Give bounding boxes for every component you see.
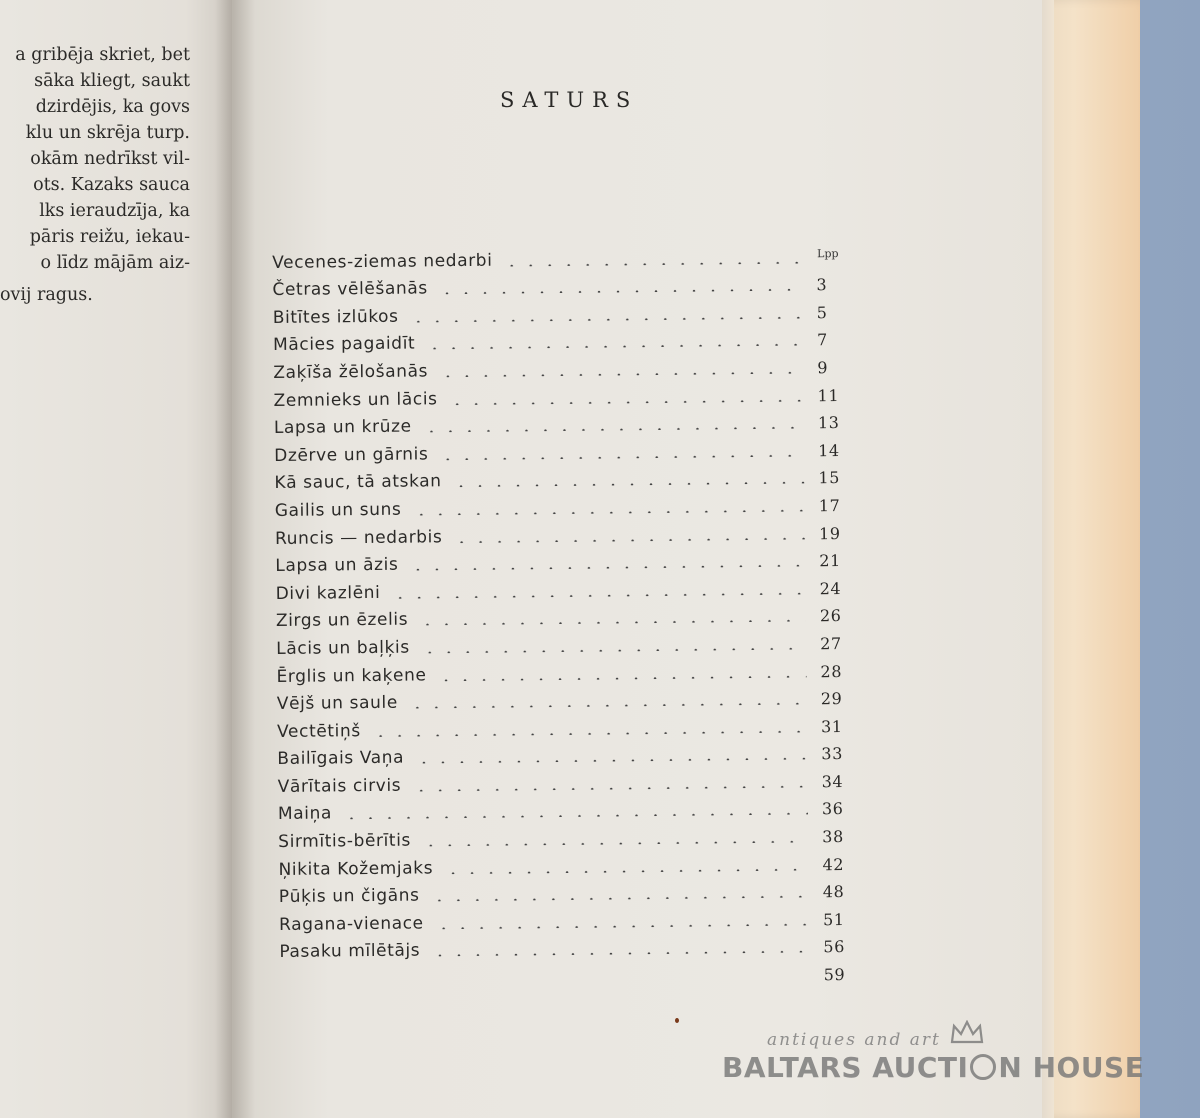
toc-leader-dots — [384, 592, 805, 598]
toc-entry-page: 24 — [819, 578, 842, 599]
table-of-contents — [272, 239, 860, 990]
toc-entry-title: Divi kazlēni — [275, 582, 381, 604]
toc-leader-dots — [405, 509, 804, 515]
toc-entry-title: Runcis — nedarbis — [274, 526, 443, 549]
toc-entry-page: 7 — [816, 330, 828, 350]
toc-entry-title: Zemnieks un lācis — [273, 388, 438, 411]
toc-leader-dots — [414, 647, 806, 653]
toc-leader-dots — [432, 371, 803, 377]
toc-entry-page: 19 — [818, 523, 841, 543]
watermark-brand-part2: N HOUSE — [998, 1051, 1145, 1084]
toc-entry-page: 56 — [823, 937, 846, 957]
toc-leader-dots — [432, 454, 804, 460]
toc-leader-dots — [405, 785, 807, 791]
body-text-line: a gribēja skriet, bet — [15, 45, 190, 65]
watermark-brand — [722, 1051, 1144, 1084]
left-page-text — [0, 42, 200, 308]
toc-leader-dots — [497, 261, 803, 266]
toc-entry-title: Lapsa un krūze — [273, 416, 412, 439]
body-text-line: lks ieraudzīja, ka — [39, 201, 190, 221]
toc-leader-dots — [412, 620, 806, 626]
toc-entry-page: 28 — [820, 661, 843, 681]
toc-entry-title: Vectētiņš — [276, 720, 361, 742]
toc-entry-title: Pasaku mīlētājs — [279, 940, 421, 963]
toc-entry-title: Ērglis un kaķene — [276, 664, 427, 687]
toc-leader-dots — [403, 316, 803, 322]
toc-leader-dots — [446, 537, 805, 543]
toc-entry-title: Dzērve un gārnis — [274, 444, 429, 466]
toc-entry-title: Vecenes-ziemas nedarbi — [272, 250, 493, 273]
toc-leader-dots — [437, 868, 808, 874]
toc-entry-page: 17 — [818, 496, 841, 516]
toc-leader-dots — [408, 758, 807, 764]
toc-entry-title: Vārītais cirvis — [277, 775, 402, 797]
toc-entry-title: Sirmītis-bērītis — [278, 830, 412, 853]
toc-leader-dots — [446, 482, 805, 488]
toc-leader-dots — [402, 703, 807, 709]
watermark-brand-part1: BALTARS AUCTI — [722, 1051, 969, 1084]
toc-entry-page: 38 — [822, 827, 844, 847]
watermark-o-icon — [970, 1054, 996, 1080]
body-text-line: o līdz mājām aiz- — [40, 253, 190, 273]
toc-leader-dots — [402, 565, 805, 571]
body-text-line: pāris reižu, iekau- — [29, 227, 190, 247]
body-text-line: sāka kliegt, saukt — [34, 71, 190, 91]
left-page — [0, 0, 232, 1118]
toc-entry-title: Bitītes izlūkos — [272, 306, 399, 328]
toc-entry-title: Ņikita Kožemjaks — [278, 858, 434, 880]
toc-entry-title: Četras vēlēšanās — [272, 278, 428, 301]
toc-entry-page: 48 — [822, 882, 845, 902]
toc-leader-dots — [432, 289, 803, 295]
body-text-line: dzirdējis, ka govs — [35, 97, 190, 117]
toc-leader-dots — [419, 344, 803, 350]
toc-entry-page: 29 — [820, 689, 843, 709]
toc-leader-dots — [415, 840, 808, 846]
toc-leader-dots — [416, 427, 804, 433]
toc-entry-title: Gailis un suns — [274, 499, 402, 521]
toc-entry-page: 42 — [822, 854, 845, 874]
toc-entry-title: Pūķis un čigāns — [278, 885, 420, 908]
toc-entry-title: Lācis un baļķis — [276, 637, 410, 659]
toc-entry-page: 14 — [818, 440, 840, 461]
toc-entry-title: Zaķīša žēlošanās — [273, 361, 429, 383]
page-edge — [1040, 0, 1054, 1118]
toc-entry-page: 11 — [817, 385, 840, 405]
toc-leader-dots — [428, 923, 809, 929]
body-text-line: ots. Kazaks sauca — [33, 175, 190, 195]
body-text-line: okām nedrīkst vil- — [30, 149, 190, 169]
book-gutter — [215, 0, 255, 1118]
paper-speck — [675, 1018, 679, 1023]
toc-entry-title: Maiņa — [277, 803, 333, 825]
toc-entry-page: 15 — [818, 468, 841, 488]
toc-leader-dots — [431, 675, 807, 681]
toc-entry-title: Vējš un saule — [276, 692, 398, 715]
toc-entry-page: 31 — [820, 716, 843, 736]
toc-entry-page: 5 — [816, 302, 828, 323]
toc-entry-title: Zirgs un ēzelis — [275, 609, 409, 632]
toc-entry-page: 36 — [821, 799, 844, 819]
toc-entry-title: Mācies pagaidīt — [272, 333, 416, 356]
toc-entry-page: 3 — [816, 275, 828, 295]
toc-leader-dots — [424, 896, 809, 902]
body-text-line: ovij ragus. — [0, 285, 93, 305]
toc-entry-page: 27 — [820, 633, 842, 654]
body-text-line: klu un skrēja turp. — [25, 123, 190, 143]
toc-entry-title: Bailīgais Vaņa — [277, 747, 405, 770]
toc-entry-title: Kā sauc, tā atskan — [274, 471, 442, 494]
toc-entry-page: 26 — [819, 606, 842, 626]
watermark-tagline: antiques and art — [767, 1030, 941, 1050]
toc-leader-dots — [365, 730, 807, 737]
toc-leader-dots — [424, 951, 809, 957]
toc-entry-page: 33 — [821, 744, 844, 764]
toc-leader-dots — [442, 399, 804, 405]
page-column-label: Lpp — [817, 247, 839, 261]
toc-entry-page: 59 — [823, 965, 846, 985]
page-title: SATURS — [500, 88, 639, 112]
toc-entry-page: 21 — [819, 551, 841, 571]
toc-entry-page: 13 — [817, 413, 840, 433]
toc-entry-title: Lapsa un āzis — [275, 554, 399, 577]
toc-entry-title: Ragana-vienace — [279, 913, 424, 935]
toc-entry-page: 34 — [821, 771, 844, 792]
toc-entry-page: 51 — [822, 909, 845, 930]
crown-icon — [950, 1020, 984, 1044]
toc-entry-page: 9 — [817, 358, 829, 378]
